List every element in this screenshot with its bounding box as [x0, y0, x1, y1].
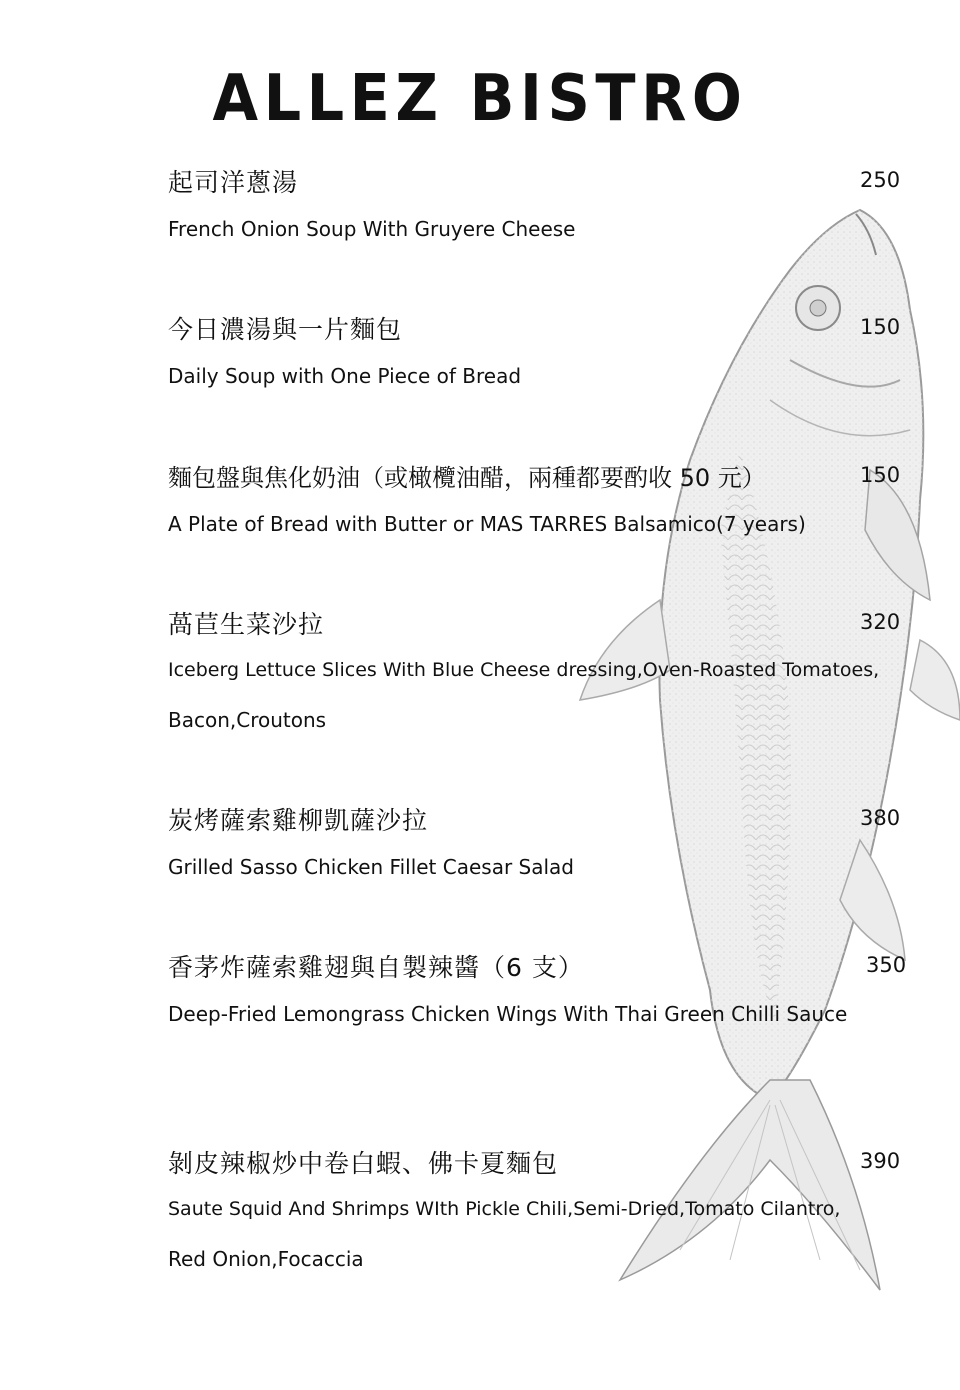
item-name-en: Grilled Sasso Chicken Fillet Caesar Salad — [168, 855, 574, 879]
restaurant-title: ALLEZ BISTRO — [212, 62, 748, 136]
item-name-en-continued: Bacon,Croutons — [168, 708, 327, 732]
item-price: 380 — [860, 806, 901, 830]
item-name-zh: 炭烤薩索雞柳凱薩沙拉 — [168, 806, 429, 835]
item-price: 390 — [860, 1149, 901, 1173]
item-price: 150 — [860, 315, 901, 339]
item-name-en: Iceberg Lettuce Slices With Blue Cheese dressing,Oven-Roasted Tomatoes, — [168, 659, 880, 681]
item-name-en: A Plate of Bread with Butter or MAS TARRES Balsamico(7 years) — [168, 512, 806, 536]
item-name-en: French Onion Soup With Gruyere Cheese — [168, 217, 576, 241]
item-price: 150 — [860, 463, 901, 487]
item-name-zh: 香茅炸薩索雞翅與自製辣醬（6 支） — [168, 953, 584, 982]
item-name-en-continued: Red Onion,Focaccia — [168, 1247, 364, 1271]
item-price: 250 — [860, 168, 901, 192]
item-name-en: Deep-Fried Lemongrass Chicken Wings With Thai Green Chilli Sauce — [168, 1002, 848, 1026]
item-price: 320 — [860, 610, 901, 634]
item-name-en: Saute Squid And Shrimps WIth Pickle Chili,Semi-Dried,Tomato Cilantro, — [168, 1198, 841, 1220]
item-name-zh: 萵苣生菜沙拉 — [168, 610, 325, 639]
item-name-zh: 剝皮辣椒炒中卷白蝦、佛卡夏麵包 — [168, 1149, 559, 1178]
item-name-zh: 麵包盤與焦化奶油（或橄欖油醋，兩種都要酌收 50 元） — [168, 464, 766, 492]
item-name-zh: 今日濃湯與一片麵包 — [168, 315, 403, 344]
item-price: 350 — [866, 953, 907, 977]
item-name-zh: 起司洋蔥湯 — [168, 168, 299, 197]
item-name-en: Daily Soup with One Piece of Bread — [168, 364, 522, 388]
fish-illustration — [560, 200, 960, 1300]
